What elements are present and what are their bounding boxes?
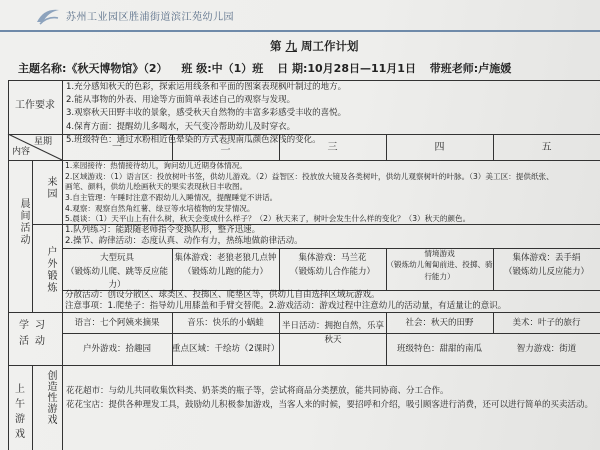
school-name: 苏州工业园区胜浦街道滨江苑幼儿园 xyxy=(66,12,234,23)
corner-content-label: 内容 xyxy=(12,147,31,157)
theme-value: 《秋天博物馆》（2） xyxy=(66,62,168,75)
requirement-item: 3.观察秋天田野丰收的景象，感受秋天自然物的丰富多彩感受丰收的喜悦。 xyxy=(66,108,347,119)
morning-games-label: 上午游戏 xyxy=(15,384,25,440)
outdoor-drills: 1.队列练习：能跟随老师指令变换队形，整齐迅速。 2.操节、韵律活动：态度认真、动作有力，热练地做韵律活动。 xyxy=(65,225,303,247)
requirement-item: 2.能从事物的外表、用途等方面简单表述自己的观察与发现。 xyxy=(66,95,296,106)
week-number: 九 xyxy=(285,39,297,53)
learning-fri: 美术：叶子的旅行 xyxy=(512,318,581,328)
day-header-mon: 一 xyxy=(112,142,122,153)
learning-fri-extra: 智力游戏：街道 xyxy=(516,344,577,354)
game-thu: 情境游戏 （锻炼幼儿匍匐前进、投掷、骑行能力） xyxy=(386,249,493,281)
creative-games-label: 创造性游戏 xyxy=(45,370,56,425)
arrival-label: 来园 xyxy=(45,176,56,200)
school-logo-icon xyxy=(34,4,62,26)
requirement-item: 1.充分感知秋天的色彩，探索运用线条和平面的图案表现枫叶制过的地方。 xyxy=(66,82,347,92)
game-tue: 集体游戏：老狼老狼几点钟 （锻炼幼儿跑的能力） xyxy=(174,253,277,277)
morning-activities-label: 晨间活动 xyxy=(18,198,29,246)
creative-games-details: 花花超市：与幼儿共同收集饮料类、奶茶类的瓶子等，尝试将商品分类摆放，能共同协商、分工合作。 花花宝店：提供各种理发工具，鼓励幼儿积极参加游戏，当客人来的时候，要招呼和介绍，吸引顾客进行消费，还可以进行简单的买卖活动。 xyxy=(66,386,594,411)
game-mon: 大型玩具 （锻炼幼儿爬、跳等反应能力） xyxy=(65,253,168,291)
class-value: 中（1）班 xyxy=(211,62,264,75)
date-label: 日 期: xyxy=(277,62,308,75)
day-header-wed: 三 xyxy=(327,142,338,153)
day-header-tue: 二 xyxy=(220,142,231,153)
outdoor-notes: 分散活动：创设分散区、球类区、投掷区、爬垫区等，供幼儿自由选择区域玩游戏。 注意事项：1.爬垫子：指导幼儿用膝盖和手臂交替爬。2.游戏活动：游戏过程中注意幼儿的活动量，有适量让的意识。 xyxy=(65,290,507,312)
requirement-item: 5.班级特色：通过水粉相近色晕染的方式表现南瓜颜色深浅的变化。 xyxy=(66,134,321,145)
plan-info-bar xyxy=(18,60,521,76)
learning-activities-label: 学习活动 xyxy=(19,320,51,347)
class-label: 班 级: xyxy=(181,62,212,75)
teacher-label: 带班老师: xyxy=(429,62,479,75)
page-title: 第 九 周工作计划 xyxy=(270,39,359,53)
weekly-plan-table xyxy=(0,80,600,450)
learning-mon-extra: 户外游戏：拾趣园 xyxy=(82,344,151,354)
learning-thu-extra: 班级特色：甜甜的南瓜 xyxy=(396,344,482,354)
requirements-list xyxy=(66,81,596,145)
learning-tue: 音乐：快乐的小蜗蛙 xyxy=(187,318,264,328)
outdoor-exercise-label: 户外锻炼 xyxy=(45,246,56,294)
learning-thu: 社会：秋天的田野 xyxy=(405,318,474,328)
letterhead xyxy=(0,0,600,32)
corner-weekday-label: 星期 xyxy=(34,137,53,147)
game-fri: 集体游戏：丢手绢 （锻炼幼儿反应能力） xyxy=(503,253,589,277)
requirement-item: 4.保育方面：提醒幼儿多喝水，天气变冷帮助幼儿及时穿衣。 xyxy=(66,121,296,132)
arrival-details: 1.来园接待：热情接待幼儿，询问幼儿近期身体情况。 2.区域游戏：（1）语言区：投放树叶书签，供幼儿游戏。（2）益智区：投放放大镜及各类树叶，供幼儿观察树叶的叶脉。（3）美工区：提供纸张、 画笔、颜料，供幼儿绘画秋天的果实表现秋日丰收图。 3.自主管理：午睡时注意不跟幼儿入睡情况，提醒睡觉不讲话。 4.观察：观察自然角红薯、绿豆等水培植物的发芽情况。 5.晨谈：（1）天平山上有什么树，秋天会变成什么样子？（2）秋天来了，树叶会发生什么样的变化？（3）秋天的颜色。 xyxy=(65,161,554,224)
learning-wed: 半日活动：拥抱自然，乐享秋天 xyxy=(282,321,385,345)
game-wed: 集体游戏：马兰花 （锻炼幼儿合作能力） xyxy=(289,253,375,277)
learning-mon: 语言：七个阿姨来摘果 xyxy=(74,318,160,328)
date-value: 10月28日—11月1日 xyxy=(307,62,416,75)
day-header-fri: 五 xyxy=(541,142,552,153)
day-header-thu: 四 xyxy=(434,142,445,153)
requirements-label: 工作要求 xyxy=(15,100,55,111)
learning-tue-extra: 重点区域：千绘坊（2课时） xyxy=(172,344,280,354)
theme-label: 主题名称: xyxy=(18,62,67,75)
teacher-value: 卢施媛 xyxy=(478,62,512,75)
